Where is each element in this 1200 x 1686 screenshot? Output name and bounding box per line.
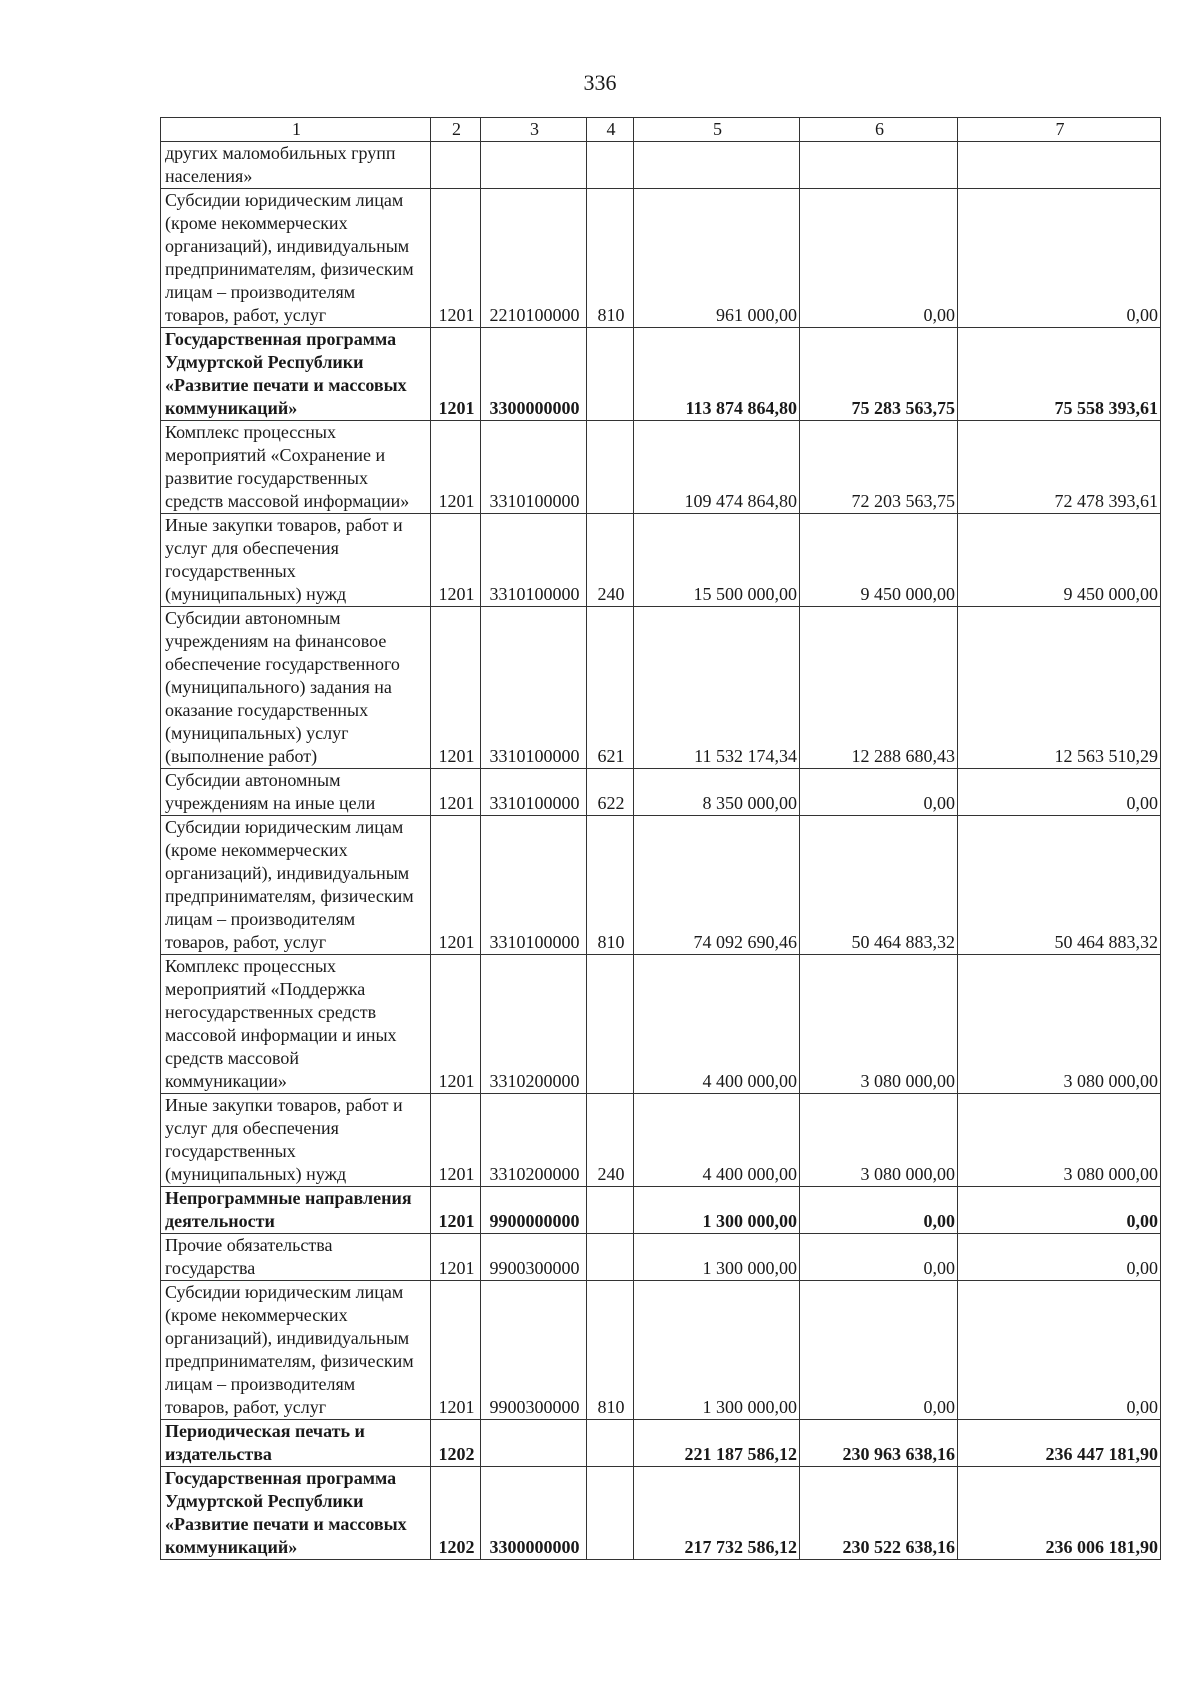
amount-col6-cell: 0,00: [800, 1187, 958, 1234]
section-code-cell: 1201: [431, 816, 481, 955]
row-name-cell: других маломобильных групп населения»: [161, 142, 431, 189]
section-code-cell: 1201: [431, 514, 481, 607]
amount-col6-cell: 0,00: [800, 769, 958, 816]
amount-col6-cell: 50 464 883,32: [800, 816, 958, 955]
table-row: [161, 955, 1161, 1094]
amount-col7-cell: 236 006 181,90: [958, 1467, 1161, 1560]
row-name-cell: Государственная программа Удмуртской Республики «Развитие печати и массовых коммуникаций»: [161, 328, 431, 421]
amount-col7-cell: 9 450 000,00: [958, 514, 1161, 607]
row-name-cell: Прочие обязательства государства: [161, 1234, 431, 1281]
amount-col5-cell: 221 187 586,12: [634, 1420, 800, 1467]
amount-col6-cell: 230 963 638,16: [800, 1420, 958, 1467]
row-name-cell: Субсидии автономным учреждениям на финансовое обеспечение государственного (муниципального) задания на оказание государственных (муниципальных) услуг (выполнение работ): [161, 607, 431, 769]
row-name-cell: Иные закупки товаров, работ и услуг для обеспечения государственных (муниципальных) нужд: [161, 514, 431, 607]
section-code-cell: 1202: [431, 1467, 481, 1560]
row-name-cell: Субсидии юридическим лицам (кроме некоммерческих организаций), индивидуальным предпринимателям, физическим лицам – производителям товаров, работ, услуг: [161, 816, 431, 955]
amount-col7-cell: 72 478 393,61: [958, 421, 1161, 514]
amount-col5-cell: 15 500 000,00: [634, 514, 800, 607]
amount-col5-cell: 217 732 586,12: [634, 1467, 800, 1560]
section-code-cell: 1201: [431, 421, 481, 514]
section-code-cell: 1201: [431, 955, 481, 1094]
target-article-cell: 3310100000: [481, 607, 587, 769]
amount-col5-cell: 1 300 000,00: [634, 1234, 800, 1281]
table-row: [161, 1234, 1161, 1281]
amount-col5-cell: 1 300 000,00: [634, 1187, 800, 1234]
header-cell: 3: [481, 118, 587, 142]
table-row: [161, 514, 1161, 607]
amount-col6-cell: 12 288 680,43: [800, 607, 958, 769]
amount-col7-cell: 236 447 181,90: [958, 1420, 1161, 1467]
expense-type-cell: 621: [587, 607, 634, 769]
section-code-cell: 1201: [431, 1094, 481, 1187]
amount-col7-cell: 0,00: [958, 189, 1161, 328]
row-name-cell: Иные закупки товаров, работ и услуг для обеспечения государственных (муниципальных) нужд: [161, 1094, 431, 1187]
amount-col7-cell: 3 080 000,00: [958, 955, 1161, 1094]
row-name-cell: Субсидии юридическим лицам (кроме некоммерческих организаций), индивидуальным предпринимателям, физическим лицам – производителям товаров, работ, услуг: [161, 189, 431, 328]
target-article-cell: 9900000000: [481, 1187, 587, 1234]
amount-col5-cell: 109 474 864,80: [634, 421, 800, 514]
row-name-cell: Субсидии автономным учреждениям на иные цели: [161, 769, 431, 816]
target-article-cell: [481, 1420, 587, 1467]
expense-type-cell: 810: [587, 816, 634, 955]
amount-col6-cell: 0,00: [800, 1234, 958, 1281]
amount-col7-cell: 3 080 000,00: [958, 1094, 1161, 1187]
page-number: 336: [583, 70, 617, 95]
header-cell: 7: [958, 118, 1161, 142]
amount-col5-cell: 11 532 174,34: [634, 607, 800, 769]
target-article-cell: 2210100000: [481, 189, 587, 328]
expense-type-cell: [587, 1467, 634, 1560]
table-row: [161, 816, 1161, 955]
amount-col5-cell: 8 350 000,00: [634, 769, 800, 816]
amount-col7-cell: 0,00: [958, 1187, 1161, 1234]
section-code-cell: 1202: [431, 1420, 481, 1467]
expense-type-cell: 810: [587, 189, 634, 328]
amount-col5-cell: 74 092 690,46: [634, 816, 800, 955]
expense-type-cell: [587, 955, 634, 1094]
expense-type-cell: [587, 1234, 634, 1281]
amount-col7-cell: 12 563 510,29: [958, 607, 1161, 769]
header-cell: 1: [161, 118, 431, 142]
section-code-cell: 1201: [431, 189, 481, 328]
amount-col7-cell: 0,00: [958, 769, 1161, 816]
amount-col5-cell: 961 000,00: [634, 189, 800, 328]
header-cell: 4: [587, 118, 634, 142]
amount-col6-cell: 230 522 638,16: [800, 1467, 958, 1560]
amount-col7-cell: [958, 142, 1161, 189]
target-article-cell: 9900300000: [481, 1281, 587, 1420]
section-code-cell: 1201: [431, 1281, 481, 1420]
table-row: [161, 328, 1161, 421]
section-code-cell: [431, 142, 481, 189]
table-row: [161, 1281, 1161, 1420]
amount-col6-cell: 9 450 000,00: [800, 514, 958, 607]
amount-col6-cell: 0,00: [800, 1281, 958, 1420]
expense-type-cell: 240: [587, 514, 634, 607]
expense-type-cell: [587, 1420, 634, 1467]
budget-table: [160, 117, 1161, 1560]
amount-col7-cell: 0,00: [958, 1281, 1161, 1420]
expense-type-cell: [587, 142, 634, 189]
section-code-cell: 1201: [431, 769, 481, 816]
section-code-cell: 1201: [431, 328, 481, 421]
expense-type-cell: 622: [587, 769, 634, 816]
expense-type-cell: 240: [587, 1094, 634, 1187]
expense-type-cell: [587, 1187, 634, 1234]
table-row: [161, 421, 1161, 514]
target-article-cell: 3310100000: [481, 421, 587, 514]
section-code-cell: 1201: [431, 607, 481, 769]
table-row: [161, 769, 1161, 816]
row-name-cell: Непрограммные направления деятельности: [161, 1187, 431, 1234]
target-article-cell: 3310100000: [481, 514, 587, 607]
table-row: [161, 1467, 1161, 1560]
amount-col7-cell: 0,00: [958, 1234, 1161, 1281]
amount-col5-cell: 1 300 000,00: [634, 1281, 800, 1420]
amount-col7-cell: 75 558 393,61: [958, 328, 1161, 421]
amount-col6-cell: [800, 142, 958, 189]
table-row: [161, 142, 1161, 189]
expense-type-cell: [587, 328, 634, 421]
target-article-cell: 3310200000: [481, 955, 587, 1094]
target-article-cell: 3310100000: [481, 769, 587, 816]
target-article-cell: 3310200000: [481, 1094, 587, 1187]
amount-col7-cell: 50 464 883,32: [958, 816, 1161, 955]
table-row: [161, 189, 1161, 328]
amount-col5-cell: [634, 142, 800, 189]
header-cell: 6: [800, 118, 958, 142]
row-name-cell: Субсидии юридическим лицам (кроме некоммерческих организаций), индивидуальным предпринимателям, физическим лицам – производителям товаров, работ, услуг: [161, 1281, 431, 1420]
table-row: [161, 1420, 1161, 1467]
row-name-cell: Периодическая печать и издательства: [161, 1420, 431, 1467]
table-row: [161, 607, 1161, 769]
row-name-cell: Комплекс процессных мероприятий «Сохранение и развитие государственных средств массовой информации»: [161, 421, 431, 514]
amount-col6-cell: 3 080 000,00: [800, 955, 958, 1094]
amount-col5-cell: 4 400 000,00: [634, 955, 800, 1094]
target-article-cell: 3300000000: [481, 1467, 587, 1560]
target-article-cell: 9900300000: [481, 1234, 587, 1281]
row-name-cell: Комплекс процессных мероприятий «Поддержка негосударственных средств массовой информации и иных средств массовой коммуникации»: [161, 955, 431, 1094]
amount-col5-cell: 113 874 864,80: [634, 328, 800, 421]
section-code-cell: 1201: [431, 1234, 481, 1281]
target-article-cell: 3310100000: [481, 816, 587, 955]
row-name-cell: Государственная программа Удмуртской Республики «Развитие печати и массовых коммуникаций»: [161, 1467, 431, 1560]
amount-col6-cell: 3 080 000,00: [800, 1094, 958, 1187]
target-article-cell: [481, 142, 587, 189]
amount-col6-cell: 72 203 563,75: [800, 421, 958, 514]
amount-col6-cell: 0,00: [800, 189, 958, 328]
amount-col6-cell: 75 283 563,75: [800, 328, 958, 421]
header-cell: 5: [634, 118, 800, 142]
section-code-cell: 1201: [431, 1187, 481, 1234]
table-row: [161, 1187, 1161, 1234]
header-row: [161, 118, 1161, 142]
amount-col5-cell: 4 400 000,00: [634, 1094, 800, 1187]
target-article-cell: 3300000000: [481, 328, 587, 421]
header-cell: 2: [431, 118, 481, 142]
table-row: [161, 1094, 1161, 1187]
expense-type-cell: [587, 421, 634, 514]
expense-type-cell: 810: [587, 1281, 634, 1420]
